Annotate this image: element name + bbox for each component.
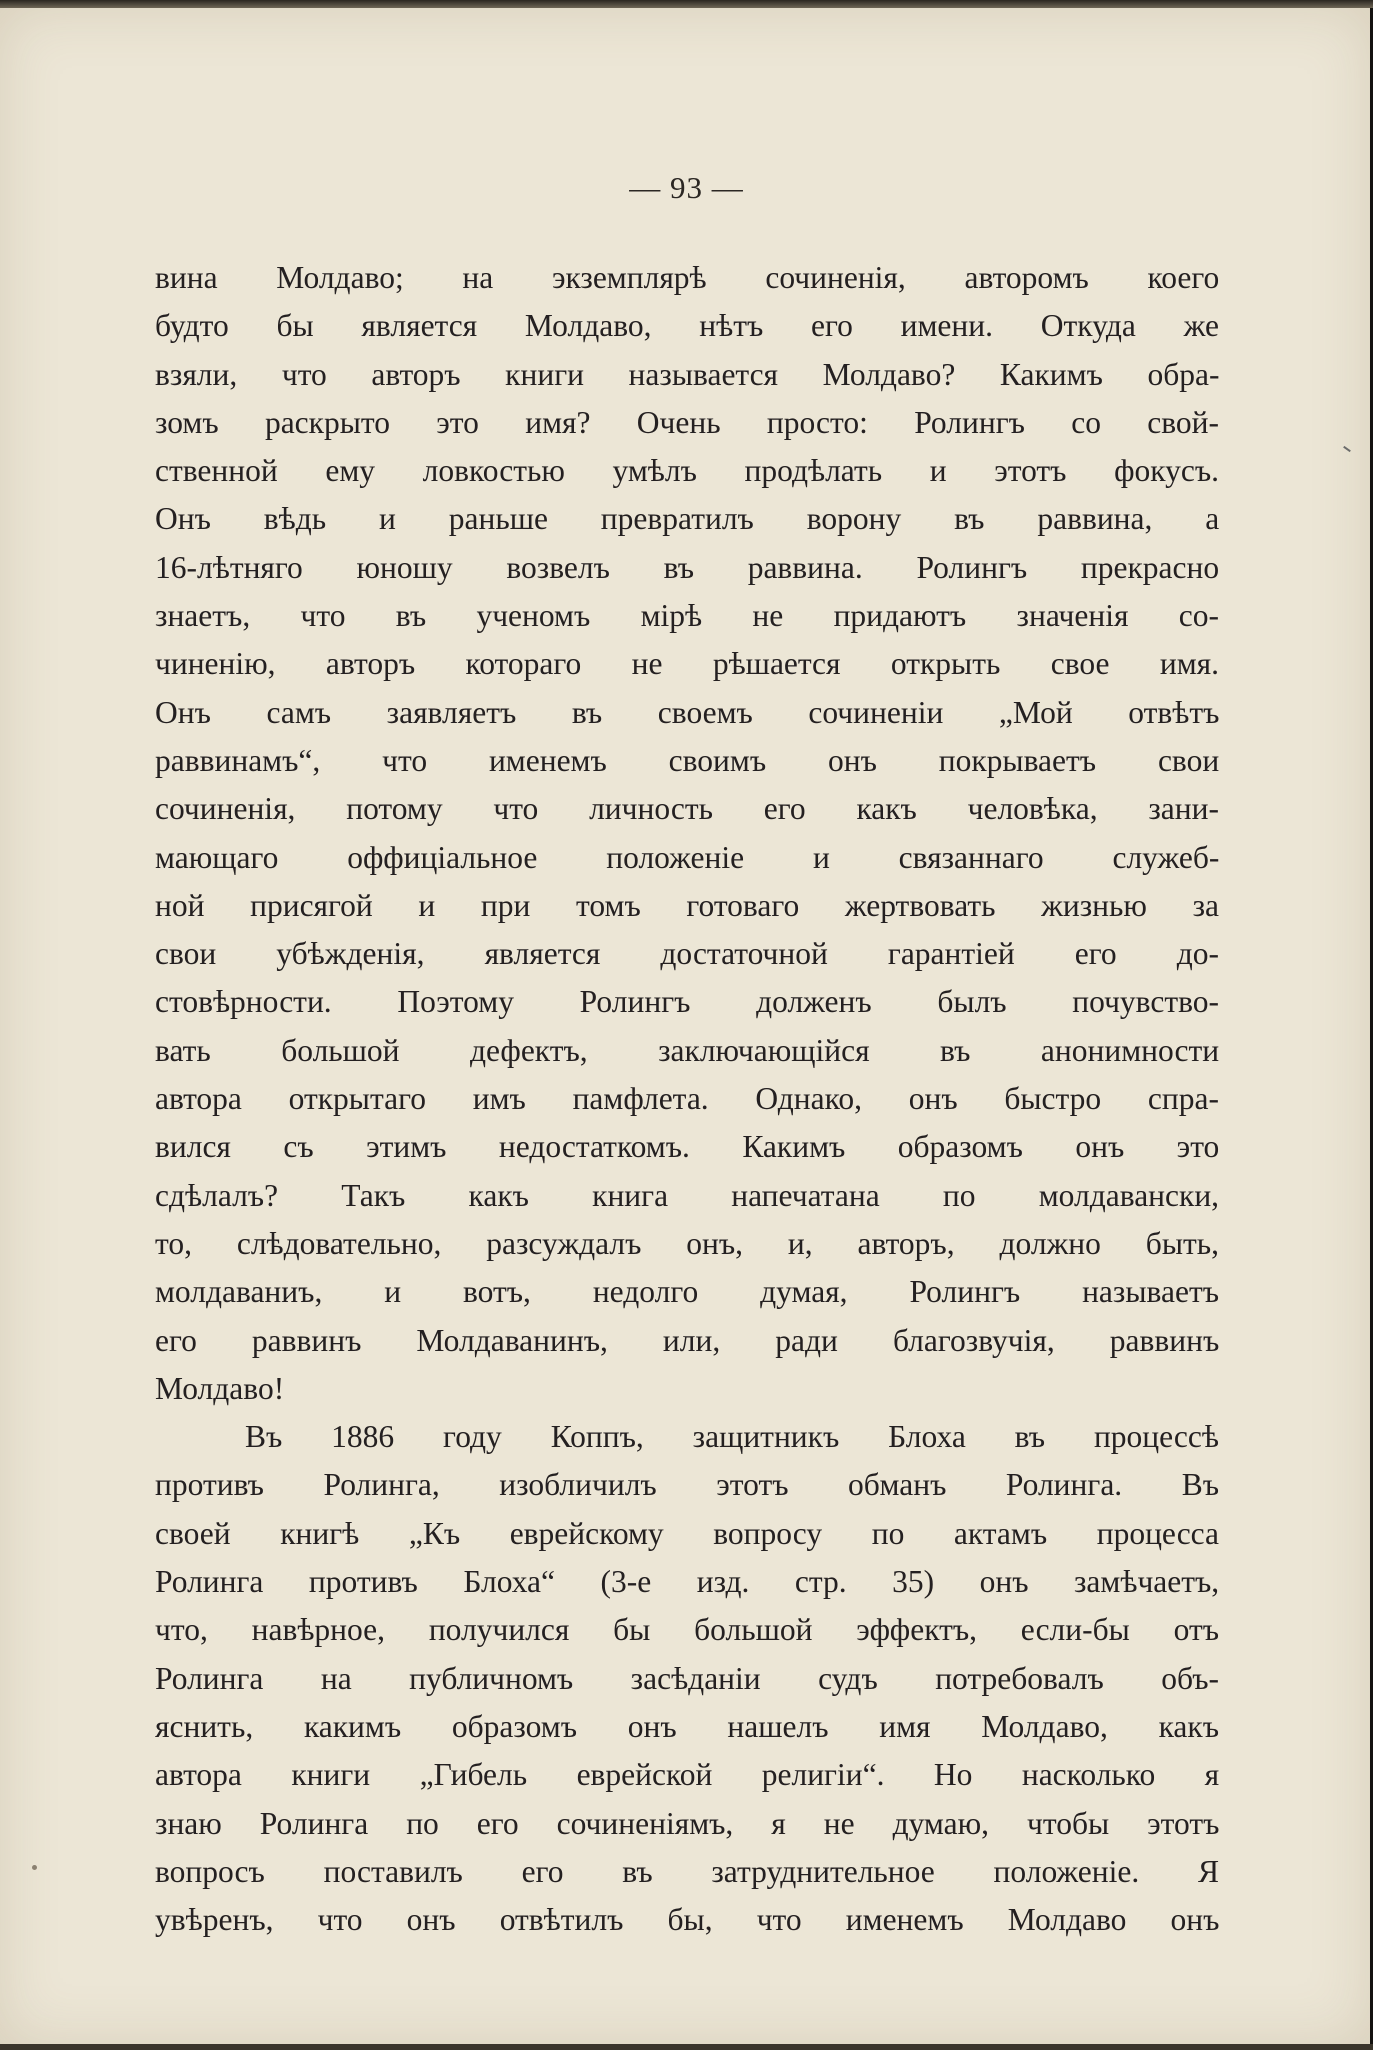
text-line: зомъ раскрыто это имя? Очень просто: Ролингъ со свой- — [155, 404, 1219, 440]
text-line: яснить, какимъ образомъ онъ нашелъ имя Молдаво, какъ — [155, 1708, 1219, 1744]
scan-speck — [1343, 446, 1351, 452]
page-top-edge — [0, 0, 1373, 8]
text-line: ственной ему ловкостью умѣлъ продѣлать и этотъ фокусъ. — [155, 453, 1219, 489]
text-line: вился съ этимъ недостаткомъ. Какимъ образомъ онъ это — [155, 1129, 1220, 1165]
text-line: 16-лѣтняго юношу возвелъ въ раввина. Ролингъ прекрасно — [155, 549, 1220, 585]
scan-speck — [32, 1865, 37, 1870]
text-line: Молдаво! — [155, 1370, 285, 1406]
text-line: ной присягой и при томъ готоваго жертвовать жизнью за — [155, 887, 1219, 923]
paragraph-2 — [155, 1413, 1219, 1944]
text-line: знаетъ, что въ ученомъ мірѣ не придаютъ значенія со- — [155, 598, 1219, 634]
text-line: знаю Ролинга по его сочиненіямъ, я не думаю, чтобы этотъ — [155, 1805, 1220, 1841]
text-line: увѣренъ, что онъ отвѣтилъ бы, что именемъ Молдаво онъ — [155, 1902, 1220, 1938]
text-line: то, слѣдовательно, разсуждалъ онъ, и, авторъ, должно быть, — [155, 1225, 1219, 1261]
text-line: взяли, что авторъ книги называется Молдаво? Какимъ обра- — [155, 356, 1220, 392]
text-line: Ролинга противъ Блоха“ (3-е изд. стр. 35) онъ замѣчаетъ, — [155, 1564, 1220, 1600]
text-line: вать большой дефектъ, заключающійся въ анонимности — [155, 1032, 1220, 1068]
text-line: автора книги „Гибель еврейской религіи“. Но насколько я — [155, 1757, 1220, 1793]
page-bottom-edge — [0, 2044, 1373, 2050]
text-line: противъ Ролинга, изобличилъ этотъ обманъ Ролинга. Въ — [155, 1467, 1220, 1503]
text-line: свои убѣжденія, является достаточной гарантіей его до- — [155, 936, 1219, 972]
text-line: сдѣлалъ? Такъ какъ книга напечатана по молдавански, — [155, 1177, 1220, 1213]
text-line: что, навѣрное, получился бы большой эффектъ, если-бы отъ — [155, 1612, 1219, 1648]
text-line: мающаго оффиціальное положеніе и связаннаго служеб- — [155, 839, 1220, 875]
text-line: стовѣрности. Поэтому Ролингъ долженъ былъ почувство- — [155, 984, 1219, 1020]
text-line: своей книгѣ „Къ еврейскому вопросу по актамъ процесса — [155, 1515, 1220, 1551]
text-line: вина Молдаво; на экземплярѣ сочиненія, авторомъ коего — [155, 260, 1220, 295]
body-text — [155, 254, 1219, 1944]
text-line: раввинамъ“, что именемъ своимъ онъ покрываетъ свои — [155, 742, 1220, 778]
text-line: чиненію, авторъ котораго не рѣшается открыть свое имя. — [155, 646, 1219, 682]
text-line: будто бы является Молдаво, нѣтъ его имени. Откуда же — [155, 308, 1219, 344]
text-line: его раввинъ Молдаванинъ, или, ради благозвучія, раввинъ — [155, 1322, 1220, 1358]
text-line: вопросъ поставилъ его въ затруднительное положеніе. Я — [155, 1853, 1219, 1889]
paragraph-1 — [155, 254, 1219, 1413]
text-line: автора открытаго имъ памфлета. Однако, онъ быстро спра- — [155, 1081, 1219, 1117]
text-line: Онъ самъ заявляетъ въ своемъ сочиненіи „Мой отвѣтъ — [155, 694, 1220, 730]
text-line: Онъ вѣдь и раньше превратилъ ворону въ раввина, а — [155, 501, 1220, 537]
page-number: — 93 — — [629, 170, 744, 205]
text-line: Ролинга на публичномъ засѣданіи судъ потребовалъ объ- — [155, 1660, 1219, 1696]
text-line: Въ 1886 году Коппъ, защитникъ Блоха въ процессѣ — [245, 1419, 1219, 1455]
text-line: сочиненія, потому что личность его какъ человѣка, зани- — [155, 791, 1219, 827]
text-line: молдаваниъ, и вотъ, недолго думая, Ролингъ называетъ — [155, 1274, 1219, 1310]
